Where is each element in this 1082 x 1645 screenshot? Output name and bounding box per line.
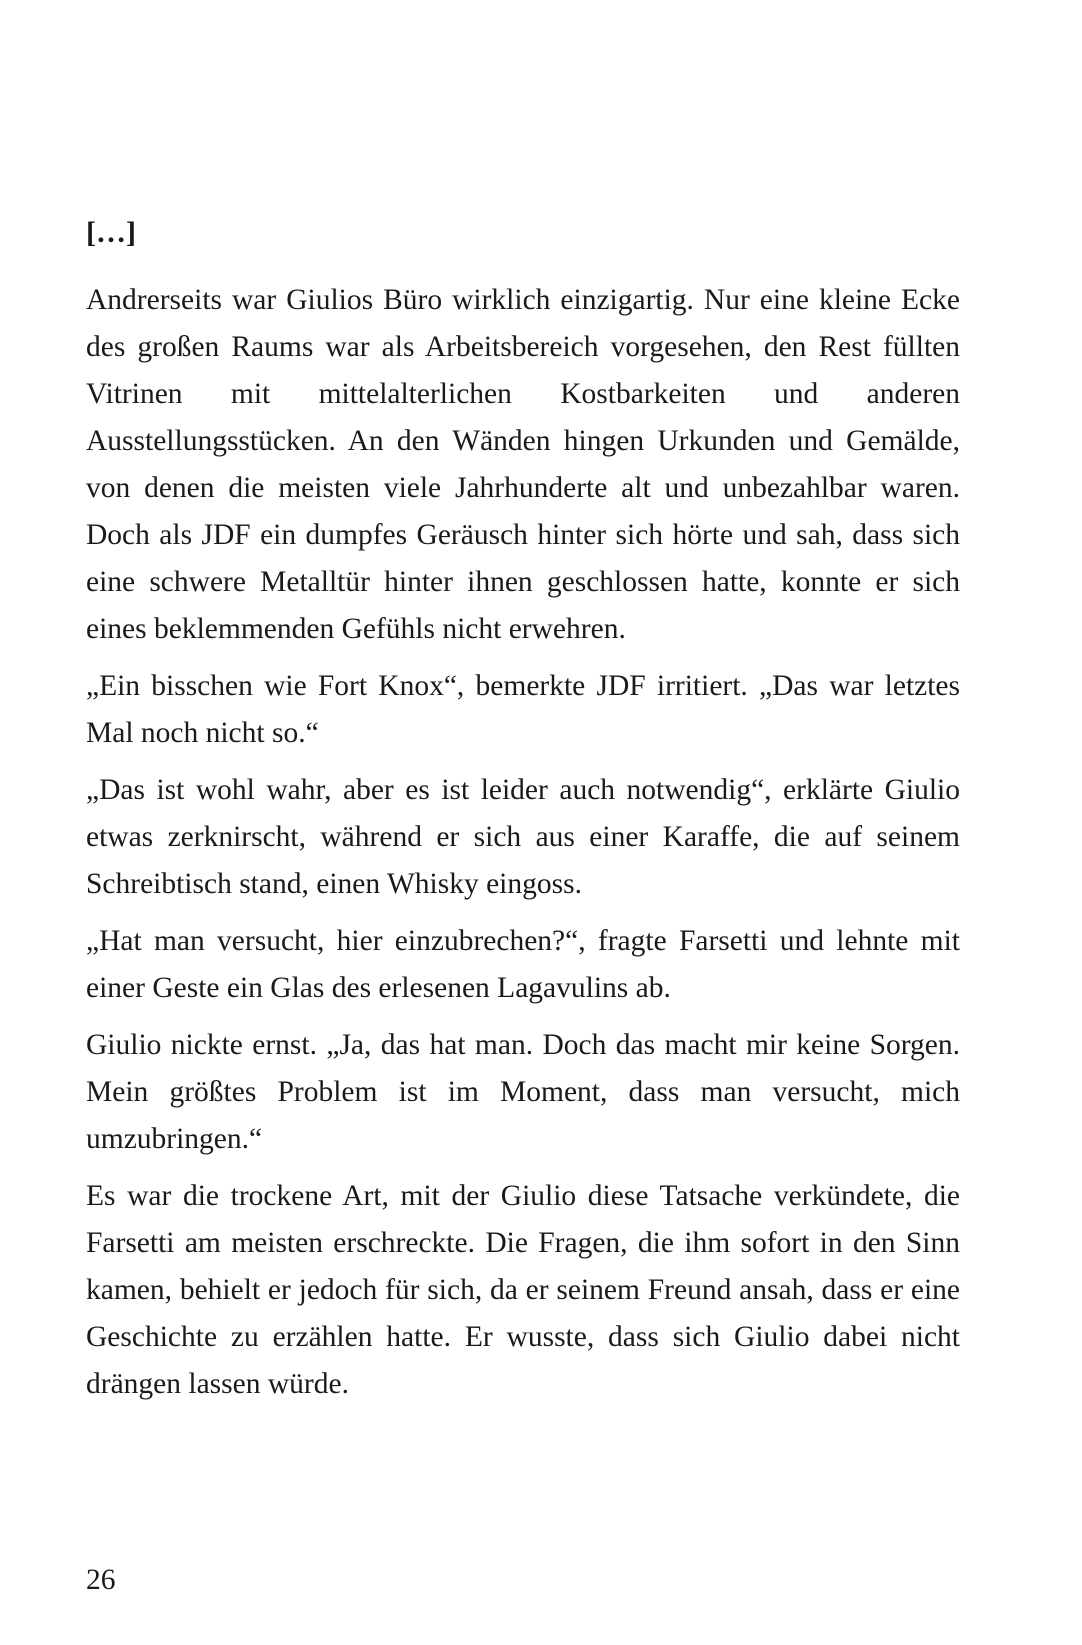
paragraph: Andrerseits war Giulios Büro wirklich einzigartig. Nur eine kleine Ecke des großen Raums war als Arbeitsbereich vorgesehen, den Rest füllten Vitrinen mit mittelalterlichen Kostbarkeiten und anderen Ausstellungsstücken. An den Wänden hingen Urkunden und Gemälde, von denen die meisten viele Jahrhunderte alt und unbezahlbar waren. Doch als JDF ein dumpfes Geräusch hinter sich hörte und sah, dass sich eine schwere Metalltür hinter ihnen geschlossen hatte, konnte er sich eines beklemmenden Gefühls nicht erwehren.: [86, 284, 960, 645]
paragraph: „Das ist wohl wahr, aber es ist leider auch notwendig“, erklärte Giulio etwas zerknirscht, während er sich aus einer Karaffe, die auf seinem Schreibtisch stand, einen Whisky eingoss.: [86, 774, 960, 900]
paragraph: Es war die trockene Art, mit der Giulio diese Tatsache verkündete, die Farsetti am meisten erschreckte. Die Fragen, die ihm sofort in den Sinn kamen, behielt er jedoch für sich, da er seinem Freund ansah, dass er eine Geschichte zu erzählen hatte. Er wusste, dass sich Giulio dabei nicht drängen lassen würde.: [86, 1180, 960, 1400]
section-marker: […]: [86, 216, 136, 249]
paragraph: Giulio nickte ernst. „Ja, das hat man. Doch das macht mir keine Sorgen. Mein größtes Problem ist im Moment, dass man versucht, mich umzubringen.“: [86, 1029, 960, 1155]
page-number: 26: [86, 1564, 116, 1596]
paragraph: „Ein bisschen wie Fort Knox“, bemerkte JDF irritiert. „Das war letztes Mal noch nicht so.“: [86, 670, 960, 749]
body-text: [86, 277, 960, 1418]
paragraph: „Hat man versucht, hier einzubrechen?“, fragte Farsetti und lehnte mit einer Geste ein Glas des erlesenen Lagavulins ab.: [86, 925, 960, 1004]
